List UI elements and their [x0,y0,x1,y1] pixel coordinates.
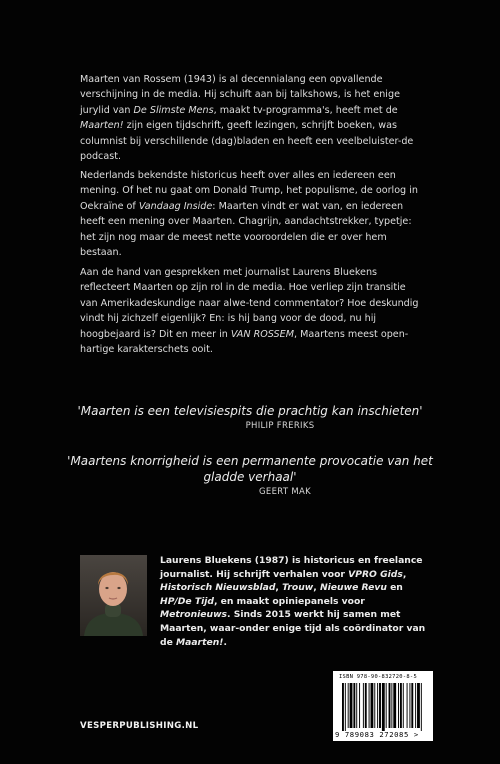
author-photo [80,555,147,636]
blurb-paragraph-3: Aan de hand van gesprekken met journalist Laurens Bluekens reflecteert Maarten op zijn rol in de media. Hoe verliep zijn transitie van Amerikadeskundige naar alwe-tend commentator? Hoe deskundig vindt hij zichzelf eigenlijk? En: is hij bang voor de dood, nu hij hoogbejaard is? Dit en meer in VAN ROSSEM, Maartens meest open-hartige karakterschets ooit. [80,267,419,356]
quote-text: 'Maartens knorrigheid is een permanente provocatie van het gladde verhaal' [67,454,433,484]
barcode-digits: 9 789083 272085 > [335,730,419,739]
author-bio: Laurens Bluekens (1987) is historicus en freelance journalist. Hij schrijft verhalen voor VPRO Gids, Historisch Nieuwsblad, Trouw, Nieuwe Revu en HP/De Tijd, en maakt opiniepanels voor Metronieuws. Sinds 2015 werkt hij samen met Maarten, waar-onder enige tijd als coördinator van de Maarten!. [160,555,426,648]
publisher-url: VESPERPUBLISHING.NL [80,721,199,731]
quote-author: PHILIP FRERIKS [245,421,315,431]
blurb-paragraph-2: Nederlands bekendste historicus heeft over alles en iedereen een mening. Of het nu gaat om Donald Trump, het populisme, de oorlog in Oekraïne of Vandaag Inside: Maarten vindt er wat van, en iedereen heeft een mening over Maarten. Chagrijn, aandachtstrekker, typetje: het zijn nog maar de meest nette vooroordelen die er over hem bestaan. [80,170,418,259]
quote-text: 'Maarten is een televisiespits die prachtig kan inschieten' [77,404,423,418]
review-quote-2 [60,453,440,497]
isbn-barcode [333,671,433,741]
review-quote-1 [60,403,440,431]
blurb-paragraph-1: Maarten van Rossem (1943) is al decennialang een opvallende verschijning in de media. Hij schuift aan bij talkshows, is het enige jurylid van De Slimste Mens, maakt tv-programma's, heeft met de Maarten! zijn eigen tijdschrift, geeft lezingen, schrijft boeken, was columnist bij verschillende (dag)bladen en heeft een veelbeluister-de podcast. [80,74,414,163]
isbn-label: ISBN 978-90-832720-8-5 [339,674,417,680]
author-portrait-image [80,555,147,636]
quote-author: GEERT MAK [259,487,311,497]
